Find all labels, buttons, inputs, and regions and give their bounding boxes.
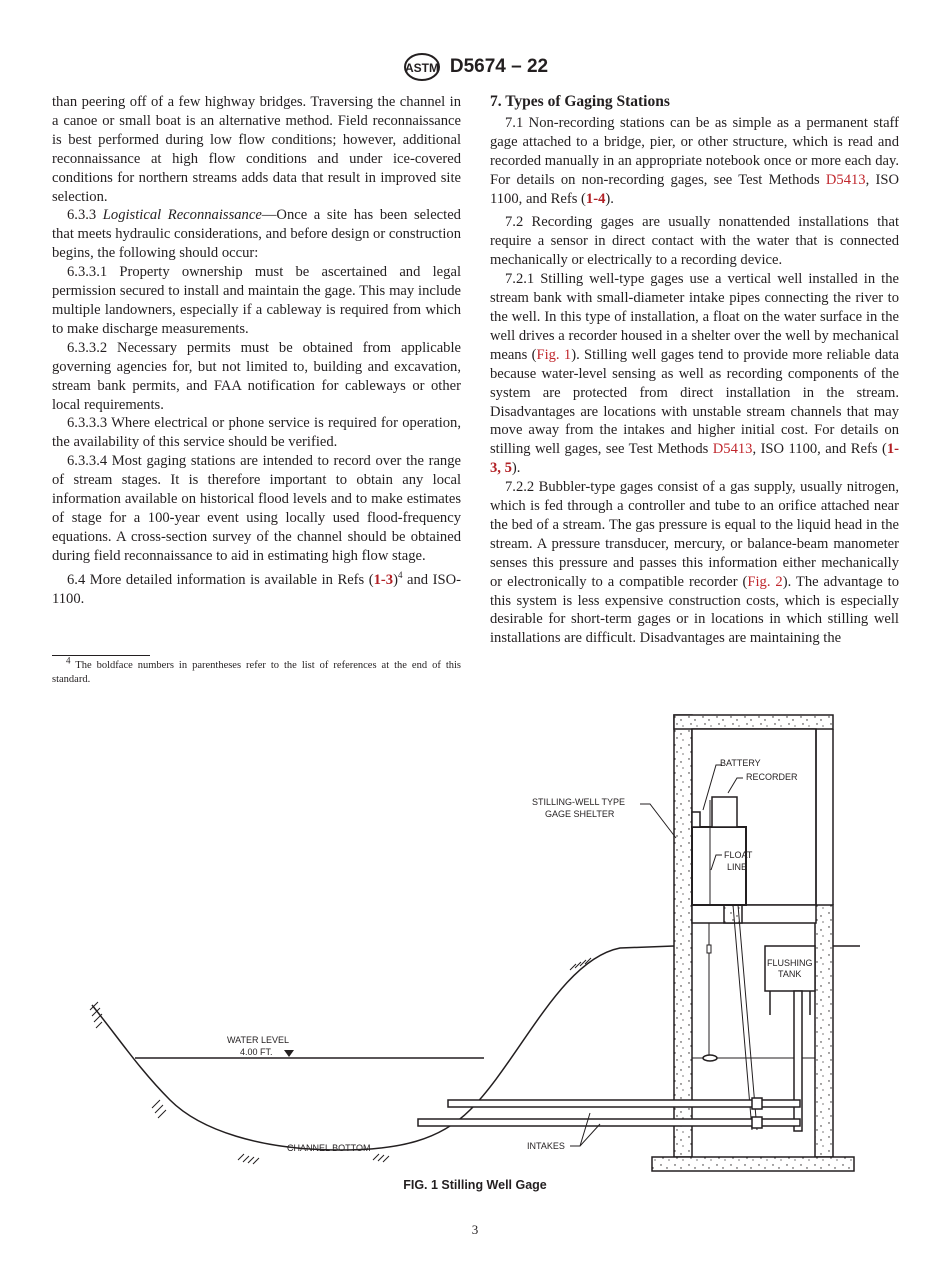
paragraph-7-2-1: 7.2.1 Stilling well-type gages use a vertical well installed in the stream bank with small-diameter intake pipes connecting the river to the well. In this type of installation, a float on the water surface in the well drives a recorder housed in a shelter over the well by mechanical means (Fig. 1). Stilling well gages tend to provide more reliable data because water-level sensing as well as recording components of the system are protected from direct installation in the stream. Disadvantages are locations with unstable stream channels that may move away from the intakes and higher initial cost. For details on stilling well gages, see Test Methods D5413, ISO 1100, and Refs (1-3, 5). [490,271,899,477]
paragraph-6-3-3-3: 6.3.3.3 Where electrical or phone service is required for operation, the availability of this service should be verified. [52,415,461,451]
intake-pipe-lower [418,1119,800,1126]
recorder [712,797,737,827]
svg-text:INTAKES: INTAKES [527,1141,565,1151]
svg-text:BATTERY: BATTERY [720,758,761,768]
svg-text:RECORDER: RECORDER [746,772,798,782]
astm-logo-icon [402,52,442,82]
svg-text:WATER LEVEL: WATER LEVEL [227,1035,290,1045]
svg-text:ASTM: ASTM [404,61,439,75]
ref-link[interactable]: 1-4 [585,190,606,207]
page-number: 3 [471,1222,479,1237]
shelter-right-wall [815,905,833,1157]
footnote-marker: 4 [397,569,403,580]
paragraph-6-3-3-2: 6.3.3.2 Necessary permits must be obtained from applicable governing agencies for, but not limited to, building and excavation, stream bank permits, and FAA notification for cableways or other local requirements. [52,339,461,413]
battery [692,812,700,827]
fig-2-link[interactable]: Fig. 2 [747,573,783,590]
svg-text:FLOAT: FLOAT [724,850,753,860]
paragraph-7-2: 7.2 Recording gages are usually nonattended installations that require a sensor in direct contact with the water that is connected mechanically or electrically to a recording device. [490,214,899,269]
section-title: 7. Types of Gaging Stations [490,93,670,110]
paragraph-6-4: 6.4 More detailed information is available in Refs $(1-3)^4$ and ISO-1100. [52,569,461,607]
paragraph-6-3-3-1: 6.3.3.1 Property ownership must be ascertained and legal permission secured to install and maintain the gage. This may include multiple landowners, especially if a cableway is required from which to make discharge measurements. [52,264,461,337]
svg-text:FLUSHING: FLUSHING [767,958,813,968]
ref-link[interactable]: 1-3 [373,571,394,588]
paragraph-7-1: 7.1 Non-recording stations can be as simple as a permanent staff gage attached to a bridge, pier, or other structure, which is read and recorded manually in an appropriate notebook once or more each day. For details on non-recording gages, see Test Methods D5413, ISO 1100, and Refs (1-4). [490,114,899,207]
paragraph-6-3-3-4: 6.3.3.4 Most gaging stations are intended to record over the range of stream stages. It is therefore important to obtain any local information available on historical flood levels and to make estimates of stage for a 100-year event using locally used flood-frequency equations. A cross-section survey of the channel should be obtained during field reconnaissance to aid in estimating high flow stage. [52,453,461,564]
svg-text:LINE: LINE [727,862,748,872]
left-column [52,93,461,608]
ref-link[interactable]: 1-3, 5 [490,441,899,477]
base-slab [652,1157,854,1171]
svg-text:4.00 FT.: 4.00 FT. [240,1047,273,1057]
paragraph-7-2-2: 7.2.2 Bubbler-type gages consist of a gas supply, usually nitrogen, which is fed through a controller and tube to an orifice attached near the bed of a stream. The gas pressure is equal to the liquid head in the stream. A pressure transducer, mercury, or balance-beam manometer senses this pressure and passes this information either mechanically or electronically to a compatible recorder (Fig. 2). The advantage to this system is less expensive construction costs, which is especially desirable for short-term gages or in locations in which stilling well installations are difficult. Disadvantages are maintaining the [490,479,900,647]
paragraph-6-3-3: 6.3.3 Logistical Reconnaissance—Once a site has been selected that meets hydraulic considerations, and before design or construction begins, the following should occur: [52,207,461,262]
svg-text:STILLING-WELL TYPE: STILLING-WELL TYPE [532,797,626,807]
svg-text:TANK: TANK [778,969,802,979]
d5413-link[interactable]: D5413 [825,171,866,188]
document-id: D5674 – 22 [449,56,549,77]
subsection-title: Logistical Reconnaissance [102,207,262,224]
footnote: $^4$ The boldface numbers in parentheses refer to the list of references at the end of this standard. [52,655,461,685]
svg-text:CHANNEL BOTTOM: CHANNEL BOTTOM [287,1143,371,1153]
water-level-marker-icon [284,1050,294,1057]
svg-text:GAGE SHELTER: GAGE SHELTER [545,809,615,819]
intake-pipe-upper [448,1100,800,1107]
fig-1-link[interactable]: Fig. 1 [536,346,572,363]
figure-caption: FIG. 1 Stilling Well Gage [403,1178,547,1192]
shelter-left-wall [674,715,692,1157]
stilling-well-gage-diagram [70,705,870,1180]
paragraph-intro: than peering off of a few highway bridges. Traversing the channel in a canoe or small boat is an alternative method. Field reconnaissance is best performed during low flow conditions; however, additional reconnaissance at high flow conditions and under ice-covered conditions for northern streams adds data that result in improved site selection. [52,94,461,205]
d5413-link[interactable]: D5413 [712,441,753,458]
right-column [490,93,899,648]
float [703,1055,717,1061]
page-header [0,52,950,82]
